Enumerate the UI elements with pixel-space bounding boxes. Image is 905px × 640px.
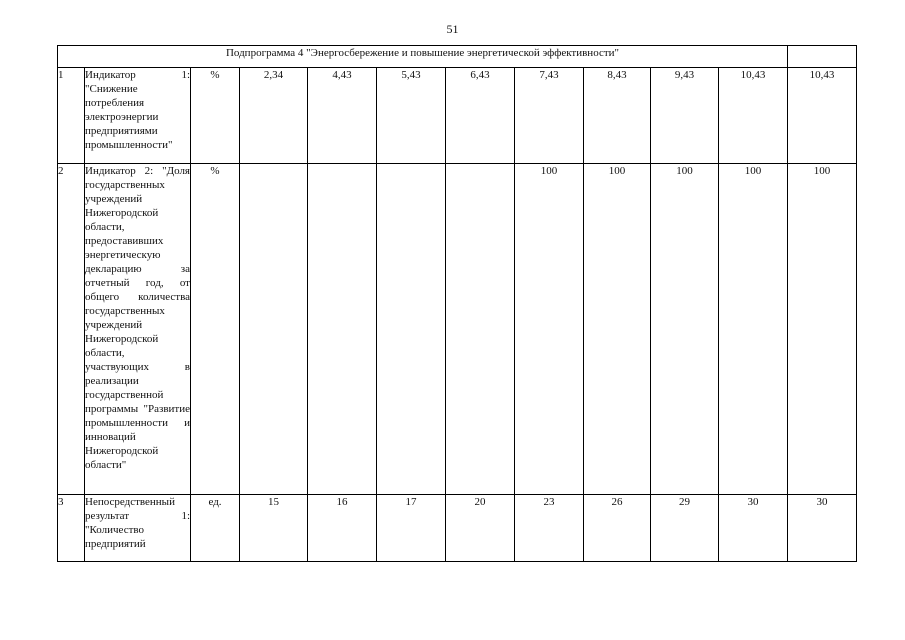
- row-number: 1: [58, 68, 85, 164]
- indicator-name-text: Индикатор 1: "Снижение потребления электроэнергии предприятиями промышленности": [85, 69, 190, 151]
- table-cell: [788, 46, 857, 68]
- indicator-name: [85, 495, 191, 562]
- value-cell: 100: [788, 164, 857, 495]
- indicator-name: [85, 164, 191, 495]
- indicators-table: [57, 45, 857, 562]
- indicator-name-text: Непосредственный результат 1: "Количество предприятий: [85, 496, 190, 550]
- value-cell: 30: [719, 495, 788, 562]
- value-cell: [240, 164, 308, 495]
- value-cell: 10,43: [788, 68, 857, 164]
- value-cell: 8,43: [584, 68, 651, 164]
- unit-cell: %: [191, 164, 240, 495]
- value-cell: 100: [584, 164, 651, 495]
- value-cell: 10,43: [719, 68, 788, 164]
- row-number: 2: [58, 164, 85, 495]
- value-cell: 30: [788, 495, 857, 562]
- value-cell: [308, 164, 377, 495]
- row-number: 3: [58, 495, 85, 562]
- value-cell: 6,43: [446, 68, 515, 164]
- value-cell: 17: [377, 495, 446, 562]
- table-row: [58, 164, 857, 495]
- value-cell: 2,34: [240, 68, 308, 164]
- value-cell: 26: [584, 495, 651, 562]
- value-cell: 100: [651, 164, 719, 495]
- value-cell: 29: [651, 495, 719, 562]
- unit-cell: ед.: [191, 495, 240, 562]
- value-cell: 16: [308, 495, 377, 562]
- value-cell: 9,43: [651, 68, 719, 164]
- value-cell: [377, 164, 446, 495]
- indicator-name: [85, 68, 191, 164]
- value-cell: [446, 164, 515, 495]
- value-cell: 100: [515, 164, 584, 495]
- unit-cell: %: [191, 68, 240, 164]
- value-cell: 20: [446, 495, 515, 562]
- table-row: [58, 68, 857, 164]
- table-row: [58, 495, 857, 562]
- value-cell: 4,43: [308, 68, 377, 164]
- value-cell: 5,43: [377, 68, 446, 164]
- value-cell: 23: [515, 495, 584, 562]
- value-cell: 100: [719, 164, 788, 495]
- page-number: 51: [446, 22, 459, 36]
- subprogram-row: [58, 46, 857, 68]
- value-cell: 15: [240, 495, 308, 562]
- subprogram-title: Подпрограмма 4 "Энергосбережение и повышение энергетической эффективности": [58, 46, 788, 68]
- value-cell: 7,43: [515, 68, 584, 164]
- indicator-name-text: Индикатор 2: "Доля государственных учреждений Нижегородской области, предоставивших энергетическую декларацию за отчетный год, от общего количества государственных учреждений Нижегородской области, участвующих в реализации государственной программы "Развитие промышленности и инноваций Нижегородской области": [85, 165, 190, 471]
